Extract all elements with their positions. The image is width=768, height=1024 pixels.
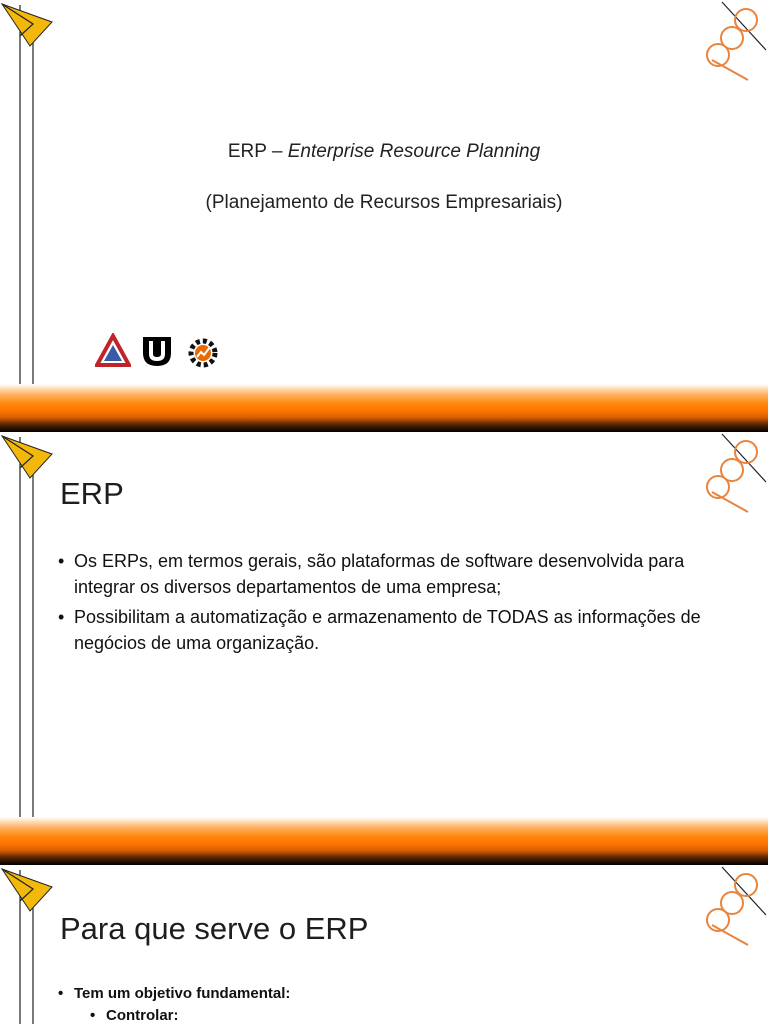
bullet-text: Tem um objetivo fundamental: bbox=[74, 985, 291, 1002]
chain-ornament-icon bbox=[698, 865, 768, 955]
slide-3-heading: Para que serve o ERP bbox=[60, 911, 369, 946]
bullet-item: • Possibilitam a automatização e armazenamento de TODAS as informações de negócios de uma organização. bbox=[58, 604, 738, 656]
slide-1-subtitle: (Planejamento de Recursos Empresariais) bbox=[205, 192, 563, 213]
gear-chart-logo-icon bbox=[183, 333, 223, 369]
slide-1-title bbox=[0, 141, 768, 163]
orange-footer-band bbox=[0, 817, 768, 865]
logos-row bbox=[95, 333, 223, 369]
title-italic: Enterprise Resource Planning bbox=[287, 141, 541, 162]
orange-footer-band bbox=[0, 384, 768, 432]
slide-2 bbox=[0, 432, 768, 865]
slide-2-heading: ERP bbox=[60, 476, 124, 511]
u-shield-logo-icon bbox=[139, 333, 175, 369]
chain-ornament-icon bbox=[698, 0, 768, 90]
slide-2-bullet-list bbox=[58, 548, 738, 660]
sub-bullet-item: • Controlar: bbox=[90, 1005, 738, 1024]
sub-bullet-list bbox=[74, 1005, 738, 1024]
left-line-decoration-icon bbox=[0, 0, 60, 432]
chain-ornament-icon bbox=[698, 432, 768, 522]
bullet-item bbox=[58, 983, 738, 1024]
slide-3 bbox=[0, 865, 768, 1024]
bullet-item: • Os ERPs, em termos gerais, são plataformas de software desenvolvida para integrar os diversos departamentos de uma empresa; bbox=[58, 548, 738, 600]
left-line-decoration-icon bbox=[0, 865, 60, 1024]
slide-1 bbox=[0, 0, 768, 432]
slide-3-bullet-list bbox=[58, 983, 738, 1024]
title-prefix: ERP – bbox=[227, 141, 288, 162]
triangle-logo-icon bbox=[95, 333, 131, 369]
left-line-decoration-icon bbox=[0, 432, 60, 865]
